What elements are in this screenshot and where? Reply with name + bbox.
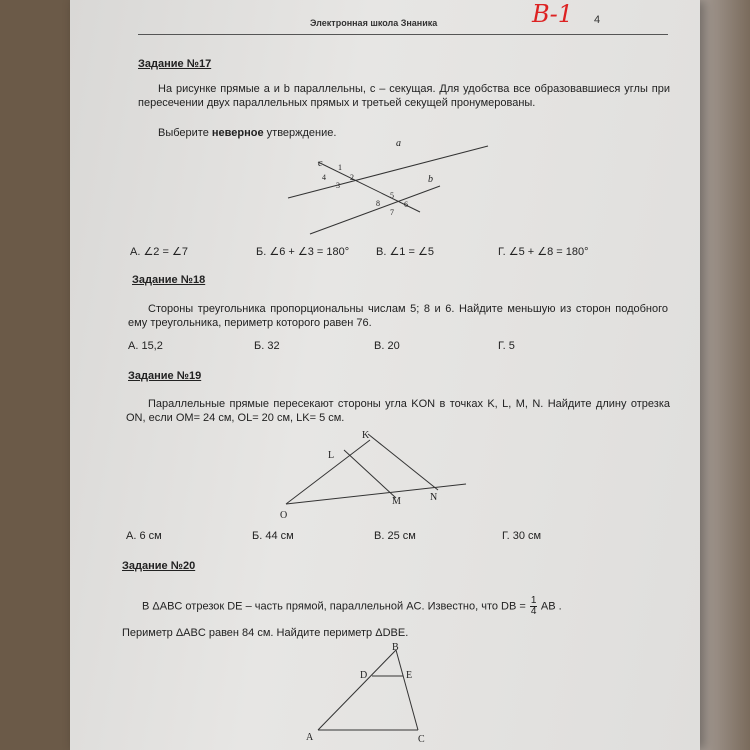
line-a [288, 146, 488, 198]
task17-figure [280, 136, 510, 236]
page-header-title: Электронная школа Знаника [310, 18, 438, 28]
task19-option-a: А. 6 см [126, 530, 162, 542]
label-b: b [428, 174, 433, 185]
side-bc [396, 650, 418, 730]
task17-instruction-suffix: утверждение. [263, 127, 337, 139]
task20-text-part2: AB . [540, 600, 562, 613]
label-a: a [396, 138, 401, 149]
task17-instruction-bold: неверное [211, 127, 264, 139]
header-divider [138, 34, 668, 35]
task20-text-line2: Периметр ΔABC равен 84 см. Найдите периметр ΔDBE. [122, 627, 409, 639]
point-M: M [392, 496, 401, 507]
task20-text-line1 [142, 596, 672, 617]
task20-fraction [530, 596, 538, 617]
task18-option-v: В. 20 [374, 340, 400, 352]
task19-option-v: В. 25 см [374, 530, 416, 542]
task18-text: Стороны треугольника пропорциональны числам 5; 8 и 6. Найдите меньшую из сторон подобного ему треугольника, периметр которого равен 76. [128, 303, 668, 329]
task18-option-a: А. 15,2 [128, 340, 163, 352]
task18-option-b: Б. 32 [254, 340, 280, 352]
task19-figure [270, 428, 490, 520]
task17-option-b: Б. ∠6 + ∠3 = 180° [256, 246, 350, 258]
angle-label-6: 6 [404, 200, 408, 209]
task20-figure [300, 642, 460, 750]
task17-option-a: А. ∠2 = ∠7 [130, 246, 188, 258]
page-number: 4 [594, 14, 601, 26]
task19-title: Задание №19 [128, 370, 202, 382]
point-D: D [360, 670, 368, 681]
angle-label-8: 8 [376, 199, 380, 208]
angle-label-5: 5 [390, 191, 394, 200]
point-E: E [406, 670, 413, 681]
point-O: O [280, 510, 288, 521]
task17-text: На рисунке прямые a и b параллельны, c – секущая. Для удобства все образовавшиеся углы при пересечении двух параллельных прямых и третьей секущей пронумерованы. [138, 83, 670, 109]
task18-option-g: Г. 5 [498, 340, 515, 352]
task17-option-v: В. ∠1 = ∠5 [376, 246, 434, 258]
angle-label-3: 3 [336, 181, 340, 190]
angle-label-4: 4 [322, 173, 326, 182]
fraction-numerator: 1 [530, 595, 537, 606]
worksheet-page [70, 0, 700, 750]
point-C: C [418, 734, 425, 745]
point-K: K [362, 430, 370, 441]
point-B: B [392, 642, 399, 653]
task17-instruction-prefix: Выберите [158, 127, 212, 139]
point-A: A [306, 732, 314, 743]
side-ab [318, 650, 396, 730]
angle-label-7: 7 [390, 208, 394, 217]
angle-label-1: 1 [338, 163, 342, 172]
task20-title: Задание №20 [122, 560, 196, 572]
task19-text: Параллельные прямые пересекают стороны угла KON в точках K, L, M, N. Найдите длину отрезка ON, если OM= 24 см, OL= 20 см, LK= 5 см. [126, 398, 670, 424]
task20-text-part1: В ΔABC отрезок DE – часть прямой, параллельной AC. Известно, что DB = [142, 600, 526, 613]
point-N: N [430, 492, 438, 503]
point-L: L [328, 450, 335, 461]
label-c: c [318, 158, 323, 169]
line-b [310, 186, 440, 234]
task17-title: Задание №17 [138, 58, 212, 70]
task18-title: Задание №18 [132, 274, 206, 286]
fraction-denominator: 4 [530, 606, 537, 617]
variant-stamp: В-1 [532, 0, 574, 28]
task19-option-b: Б. 44 см [252, 530, 294, 542]
ray-on [286, 484, 466, 504]
task19-option-g: Г. 30 см [502, 530, 542, 542]
task17-option-g: Г. ∠5 + ∠8 = 180° [498, 246, 589, 258]
angle-label-2: 2 [350, 173, 354, 182]
line-lm [344, 450, 396, 498]
